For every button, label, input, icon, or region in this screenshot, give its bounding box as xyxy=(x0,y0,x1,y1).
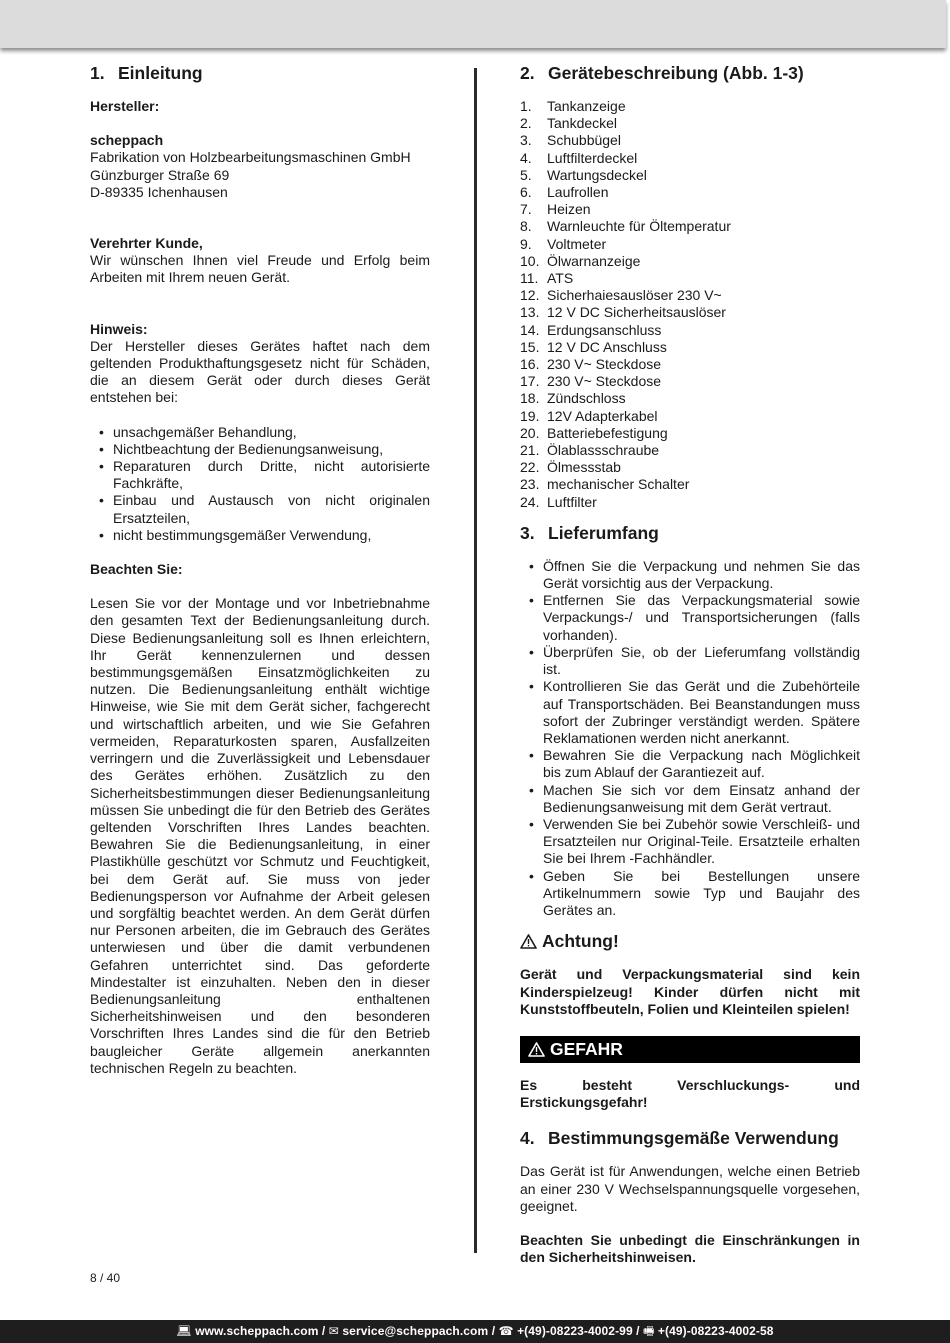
warning-triangle-icon xyxy=(520,934,537,949)
parts-list-item: 14. Erdungsanschluss xyxy=(520,321,662,338)
hinweis-text: Der Hersteller dieses Gerätes haftet nach dem geltenden Produkthaftungsgesetz nicht für Schäden, die an diesem Gerät oder durch dieses Gerät entstehen bei: xyxy=(90,337,430,406)
parts-list-item: 24. Luftfilter xyxy=(520,493,597,510)
list-item: • Verwenden Sie bei Zubehör sowie Verschleiß- und Ersatzteilen nur Original-Teile. Ersatzteile erhalten Sie bei Ihrem -Fachhändler. xyxy=(520,816,860,868)
parts-list-item: 9. Voltmeter xyxy=(520,235,607,252)
list-item: • Einbau und Austausch von nicht originalen Ersatzteilen, xyxy=(90,492,430,526)
parts-list-item: 8. Warnleuchte für Öltemperatur xyxy=(520,218,731,235)
hersteller-label: Hersteller: xyxy=(90,98,160,114)
parts-list-item: 16. 230 V~ Steckdose xyxy=(520,356,662,373)
list-item: • Öffnen Sie die Verpackung und nehmen Sie das Gerät vorsichtig aus der Verpackung. xyxy=(520,558,860,592)
parts-list-item: 4. Luftfilterdeckel xyxy=(520,149,638,166)
right-column xyxy=(520,62,860,1266)
list-item: • Reparaturen durch Dritte, nicht autorisierte Fachkräfte, xyxy=(90,458,430,492)
section-4-heading: 4. Bestimmungsgemäße Verwendung xyxy=(520,1128,839,1149)
list-item: • Überprüfen Sie, ob der Lieferumfang vollständig ist. xyxy=(520,644,860,678)
list-item: • nicht bestimmungsgemäßer Verwendung, xyxy=(90,527,430,544)
footer-web: www.scheppach.com xyxy=(195,1324,319,1338)
parts-list-item: 20. Batteriebefestigung xyxy=(520,424,668,441)
company-line: D-89335 Ichenhausen xyxy=(90,183,228,200)
parts-list-item: 17. 230 V~ Steckdose xyxy=(520,373,662,390)
phone-icon: ☎︎ xyxy=(498,1324,514,1338)
gefahr-banner: GEFAHR xyxy=(520,1036,860,1063)
parts-list-item: 3. Schubbügel xyxy=(520,132,621,149)
parts-list-item: 6. Laufrollen xyxy=(520,184,609,201)
footer-fax: +(49)-08223-4002-58 xyxy=(657,1324,774,1338)
list-item: • Kontrollieren Sie das Gerät und die Zubehörteile auf Transportschäden. Bei Beanstandungen muss sofort der Zubringer verständigt werden. Spätere Reklamationen werden nicht anerkannt. xyxy=(520,678,860,747)
section-2-heading: 2. Gerätebeschreibung (Abb. 1-3) xyxy=(520,63,804,83)
scope-list xyxy=(520,558,860,919)
beachten-label: Beachten Sie: xyxy=(90,561,183,578)
left-column xyxy=(90,62,430,1077)
email-icon: ✉︎ xyxy=(328,1324,339,1338)
parts-list-item: 22. Ölmessstab xyxy=(520,459,621,476)
list-item: • Nichtbeachtung der Bedienungsanweisung, xyxy=(90,441,430,458)
achtung-text: Gerät und Verpackungsmaterial sind kein Kinderspielzeug! Kinder dürfen nicht mit Kunststoffbeuteln, Folien und Kleinteilen spielen! xyxy=(520,966,860,1017)
parts-list-item: 12. Sicherhaiesauslöser 230 V~ xyxy=(520,287,722,304)
company-name: scheppach xyxy=(90,132,164,149)
footer-phone: +(49)-08223-4002-99 xyxy=(517,1324,633,1338)
parts-list-item: 2. Tankdeckel xyxy=(520,115,618,132)
achtung-heading: Achtung! xyxy=(520,933,860,950)
footer-email: service@scheppach.com xyxy=(342,1324,489,1338)
parts-list-item: 21. Ölablassschraube xyxy=(520,442,660,459)
hinweis-label: Hinweis: xyxy=(90,320,148,337)
footer-bar: 💻︎ www.scheppach.com / ✉︎ service@scheppach.com / ☎︎ +(49)-08223-4002-99 / 🖷︎ +(49)-08223-4002-58 xyxy=(0,1320,950,1343)
list-item: • unsachgemäßer Behandlung, xyxy=(90,424,430,441)
parts-list-item: 15. 12 V DC Anschluss xyxy=(520,338,667,355)
list-item: • Geben Sie bei Bestellungen unsere Artikelnummern sowie Typ und Baujahr des Gerätes an. xyxy=(520,868,860,920)
list-item: • Entfernen Sie das Verpackungsmaterial sowie Verpackungs-/ und Transportsicherungen (falls vorhanden). xyxy=(520,592,860,644)
parts-list-item: 11. ATS xyxy=(520,270,574,287)
parts-list xyxy=(520,98,860,511)
kunde-text: Wir wünschen Ihnen viel Freude und Erfolg beim Arbeiten mit Ihrem neuen Gerät. xyxy=(90,252,430,286)
company-line: Günzburger Straße 69 xyxy=(90,166,230,183)
header-bar xyxy=(0,0,946,48)
company-line: Fabrikation von Holzbearbeitungsmaschinen GmbH xyxy=(90,149,411,166)
section-3-heading: 3. Lieferumfang xyxy=(520,522,659,543)
column-divider xyxy=(474,68,477,1253)
parts-list-item: 5. Wartungsdeckel xyxy=(520,166,647,183)
beachten-text: Lesen Sie vor der Montage und vor Inbetriebnahme den gesamten Text der Bedienungsanleitung durch. Diese Bedienungsanleitung soll es Ihnen erleichtern, Ihr Gerät kennenzulernen und dessen bestimmungsgemäßen Einsatzmöglichkeiten zu nutzen. Die Bedienungsanleitung enthält wichtige Hinweise, wie Sie mit dem Gerät sicher, fachgerecht und wirtschaftlich arbeiten, und wie Sie Gefahren vermeiden, Reparaturkosten sparen, Ausfallzeiten verringern und die Zuverlässigkeit und Lebensdauer des Gerätes erhöhen. Zusätzlich zu den Sicherheitsbestimmungen dieser Bedienungsanleitung müssen Sie unbedingt die für den Betrieb des Gerätes geltenden Vorschriften Ihres Landes beachten. Bewahren Sie die Bedienungsanleitung, in einer Plastikhülle geschützt vor Schmutz und Feuchtigkeit, bei dem Gerät auf. Sie muss von jeder Bedienungsperson vor Aufnahme der Arbeit gelesen und sorgfältig beachtet werden. An dem Gerät dürfen nur Personen arbeiten, die im Gebrauch des Gerätes unterwiesen und über die damit verbundenen Gefahren unterrichtet sind. Das geforderte Mindestalter ist einzuhalten. Neben den in dieser Bedienungsanleitung enthaltenen Sicherheitshinweisen und den besonderen Vorschriften Ihres Landes sind die für den Betrieb baugleicher Geräte allgemein anerkannten technischen Regeln zu beachten. xyxy=(90,595,430,1076)
parts-list-item: 13. 12 V DC Sicherheitsauslöser xyxy=(520,304,726,321)
section-1-heading: 1. Einleitung xyxy=(90,63,203,83)
parts-list-item: 10. Ölwarnanzeige xyxy=(520,252,641,269)
kunde-label: Verehrter Kunde, xyxy=(90,235,203,252)
use-note: Beachten Sie unbedingt die Einschränkungen in den Sicherheitshinweisen. xyxy=(520,1231,860,1266)
computer-icon: 💻︎ xyxy=(176,1324,192,1338)
list-item: • Machen Sie sich vor dem Einsatz anhand der Bedienungsanweisung mit dem Gerät vertraut. xyxy=(520,782,860,816)
page-number: 8 / 40 xyxy=(90,1271,121,1285)
gefahr-text: Es besteht Verschluckungs- und Erstickungsgefahr! xyxy=(520,1076,860,1111)
parts-list-item: 19. 12V Adapterkabel xyxy=(520,407,658,424)
parts-list-item: 7. Heizen xyxy=(520,201,591,218)
warning-triangle-icon xyxy=(528,1042,545,1057)
parts-list-item: 23. mechanischer Schalter xyxy=(520,476,690,493)
parts-list-item: 18. Zündschloss xyxy=(520,390,626,407)
use-text: Das Gerät ist für Anwendungen, welche einen Betrieb an einer 230 V Wechselspannungsquelle vorgesehen, geeignet. xyxy=(520,1163,860,1214)
hinweis-list xyxy=(90,424,430,544)
list-item: • Bewahren Sie die Verpackung nach Möglichkeit bis zum Ablauf der Garantiezeit auf. xyxy=(520,747,860,781)
fax-icon: 🖷︎ xyxy=(643,1324,655,1338)
parts-list-item: 1. Tankanzeige xyxy=(520,98,626,114)
